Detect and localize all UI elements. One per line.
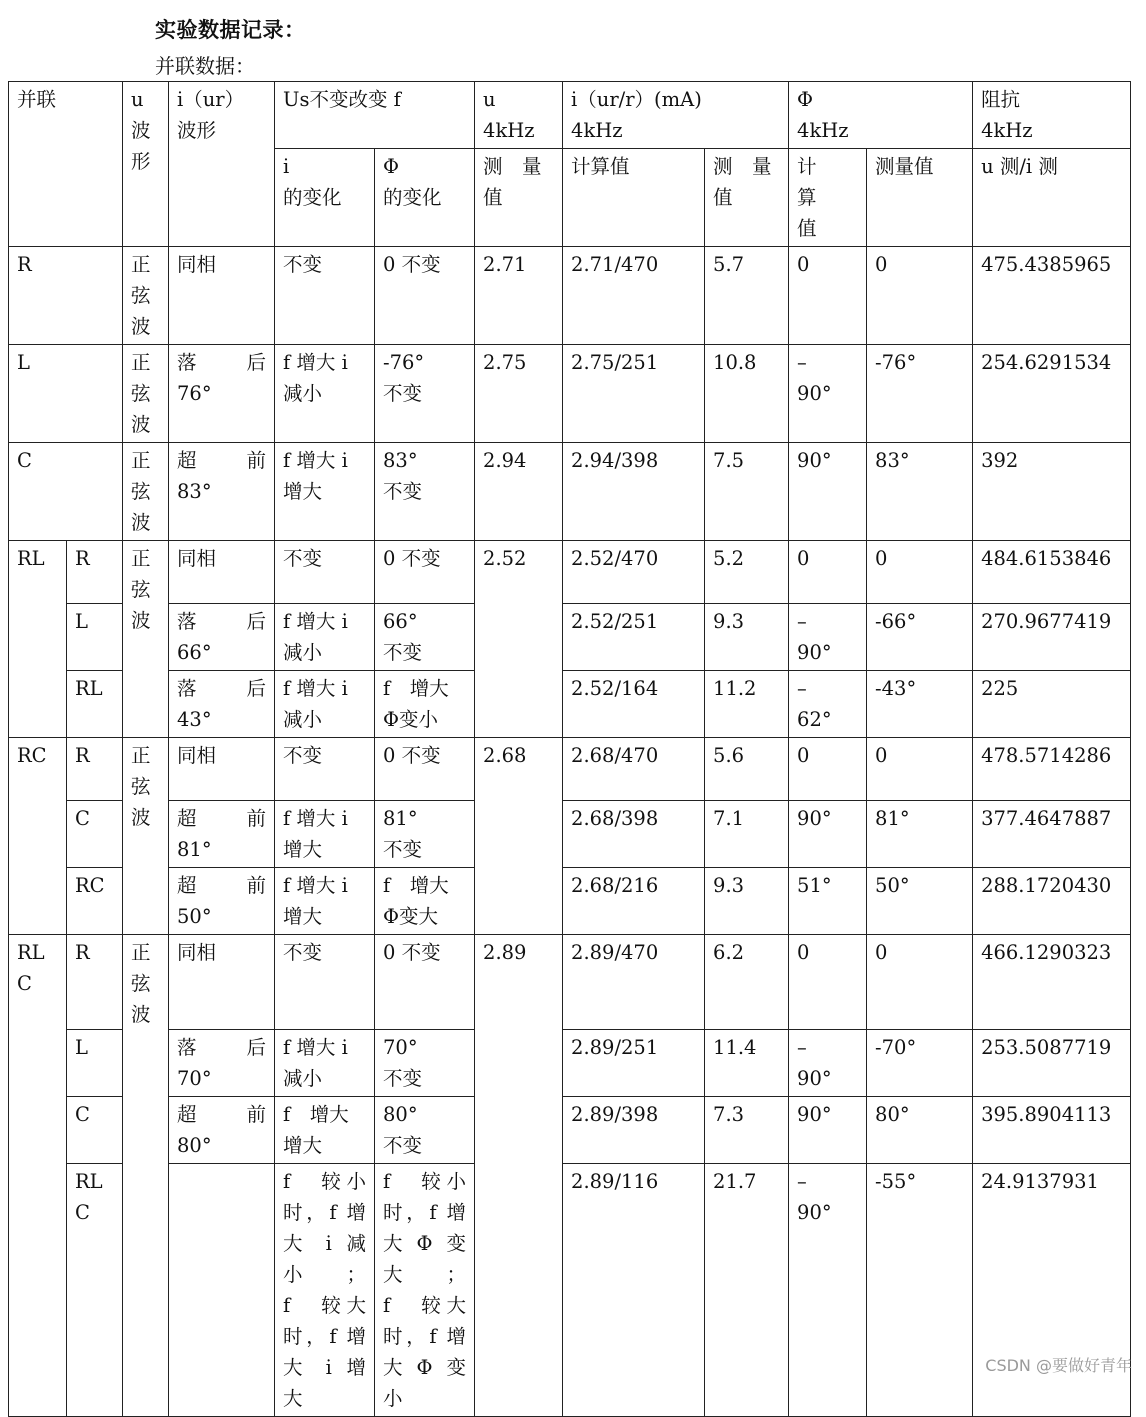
cell-phi-calc: 0 xyxy=(789,541,867,604)
cell-i-calc: 2.52/470 xyxy=(563,541,705,604)
cell-impedance: 466.1290323 xyxy=(973,935,1131,1030)
cell-i-wave: 落 后 76° xyxy=(169,345,275,443)
sub-label: RL xyxy=(67,671,123,738)
cell-i-wave: 同相 xyxy=(169,247,275,345)
section-subheading: 并联数据： xyxy=(155,54,255,78)
cell-phi-change: f 增大 Φ变大 xyxy=(375,868,475,935)
cell-i-wave: 落 后 66° xyxy=(169,604,275,671)
cell-i-change: f 增大 i 增大 xyxy=(275,443,375,541)
row-label: L xyxy=(9,345,123,443)
cell-impedance: 225 xyxy=(973,671,1131,738)
sub-label: R xyxy=(67,935,123,1030)
header-i-measured: 测 量 值 xyxy=(705,149,789,247)
cell-i-wave: 落 后 70° xyxy=(169,1030,275,1097)
parallel-data-table xyxy=(8,81,1131,1417)
cell-i-calc: 2.89/470 xyxy=(563,935,705,1030)
cell-i-meas: 7.5 xyxy=(705,443,789,541)
cell-phi-calc: 90° xyxy=(789,443,867,541)
cell-i-change: 不变 xyxy=(275,247,375,345)
table-row xyxy=(9,1164,1131,1417)
cell-impedance: 288.1720430 xyxy=(973,868,1131,935)
table-row xyxy=(9,935,1131,1030)
cell-phi-meas: -55° xyxy=(867,1164,973,1417)
cell-phi-calc: 90° xyxy=(789,1097,867,1164)
header-i-waveform: i（ur） 波形 xyxy=(169,82,275,247)
cell-i-calc: 2.89/398 xyxy=(563,1097,705,1164)
cell-wave: 正 弦 波 xyxy=(123,541,169,738)
cell-i-change: 不变 xyxy=(275,541,375,604)
cell-phi-meas: 81° xyxy=(867,801,973,868)
cell-phi-calc: 0 xyxy=(789,247,867,345)
cell-phi-meas: -70° xyxy=(867,1030,973,1097)
cell-u: 2.75 xyxy=(475,345,563,443)
header-waveform: u 波 形 xyxy=(123,82,169,247)
cell-phi-calc: – 90° xyxy=(789,1164,867,1417)
cell-phi-change: 81° 不变 xyxy=(375,801,475,868)
table-row xyxy=(9,604,1131,671)
cell-i-change: f 增大 i 减小 xyxy=(275,604,375,671)
cell-wave: 正 弦 波 xyxy=(123,247,169,345)
cell-wave: 正 弦 波 xyxy=(123,935,169,1417)
group-label-rlc: RLC xyxy=(9,935,67,1417)
cell-i-change: 不变 xyxy=(275,935,375,1030)
cell-impedance: 484.6153846 xyxy=(973,541,1131,604)
cell-i-wave: 超 前 50° xyxy=(169,868,275,935)
table-row xyxy=(9,671,1131,738)
cell-phi-meas: 83° xyxy=(867,443,973,541)
cell-i-meas: 11.2 xyxy=(705,671,789,738)
table-row xyxy=(9,345,1131,443)
cell-phi-meas: -66° xyxy=(867,604,973,671)
cell-i-wave: 超 前 80° xyxy=(169,1097,275,1164)
group-label-rl: RL xyxy=(9,541,67,738)
cell-phi-calc: – 90° xyxy=(789,1030,867,1097)
header-i-calculated: 计算值 xyxy=(563,149,705,247)
cell-i-wave: 超 前 81° xyxy=(169,801,275,868)
cell-i-change: f 增大 i 减小 xyxy=(275,345,375,443)
table-row xyxy=(9,443,1131,541)
sub-label: C xyxy=(67,801,123,868)
cell-phi-change: 0 不变 xyxy=(375,935,475,1030)
cell-phi-meas: 0 xyxy=(867,935,973,1030)
cell-phi-change: 80° 不变 xyxy=(375,1097,475,1164)
sub-label: R xyxy=(67,738,123,801)
table-row xyxy=(9,1030,1131,1097)
sub-label: C xyxy=(67,1097,123,1164)
cell-phi-calc: 0 xyxy=(789,935,867,1030)
section-heading: 实验数据记录： xyxy=(155,18,306,42)
row-label: C xyxy=(9,443,123,541)
cell-phi-change: 0 不变 xyxy=(375,541,475,604)
cell-impedance: 392 xyxy=(973,443,1131,541)
cell-impedance: 270.9677419 xyxy=(973,604,1131,671)
table-row xyxy=(9,1097,1131,1164)
cell-i-meas: 10.8 xyxy=(705,345,789,443)
header-impedance-formula: u 测/i 测 xyxy=(973,149,1131,247)
cell-phi-change: f 增大 Φ变小 xyxy=(375,671,475,738)
cell-i-calc: 2.71/470 xyxy=(563,247,705,345)
table-row xyxy=(9,247,1131,345)
cell-phi-meas: 0 xyxy=(867,247,973,345)
cell-i-meas: 9.3 xyxy=(705,868,789,935)
cell-i-change: 不变 xyxy=(275,738,375,801)
cell-i-calc: 2.94/398 xyxy=(563,443,705,541)
cell-u: 2.94 xyxy=(475,443,563,541)
cell-i-meas: 5.6 xyxy=(705,738,789,801)
cell-phi-change: 83° 不变 xyxy=(375,443,475,541)
cell-phi-meas: 0 xyxy=(867,541,973,604)
cell-i-wave: 同相 xyxy=(169,541,275,604)
cell-u: 2.68 xyxy=(475,738,563,935)
cell-phi-change: -76° 不变 xyxy=(375,345,475,443)
cell-i-wave: 同相 xyxy=(169,738,275,801)
header-phi-measured: 测量值 xyxy=(867,149,973,247)
cell-phi-calc: 0 xyxy=(789,738,867,801)
cell-phi-calc: 90° xyxy=(789,801,867,868)
cell-i-wave: 同相 xyxy=(169,935,275,1030)
cell-phi-change: 66° 不变 xyxy=(375,604,475,671)
header-phi-change: Φ 的变化 xyxy=(375,149,475,247)
cell-u: 2.89 xyxy=(475,935,563,1417)
cell-i-meas: 6.2 xyxy=(705,935,789,1030)
cell-i-calc: 2.68/216 xyxy=(563,868,705,935)
header-phi-calculated: 计 算 值 xyxy=(789,149,867,247)
header-impedance-4khz: 阻抗 4kHz xyxy=(973,82,1131,149)
watermark: CSDN @要做好青年 xyxy=(985,1356,1132,1375)
header-us-constant: Us不变改变 f xyxy=(275,82,475,149)
cell-i-change: f 较小 时，f 增 大 i 减 小； f 较大 时，f 增 大 i 增 大 xyxy=(275,1164,375,1417)
cell-u: 2.71 xyxy=(475,247,563,345)
cell-i-calc: 2.89/116 xyxy=(563,1164,705,1417)
sub-label: L xyxy=(67,1030,123,1097)
cell-i-meas: 9.3 xyxy=(705,604,789,671)
sub-label: RC xyxy=(67,868,123,935)
cell-i-meas: 5.7 xyxy=(705,247,789,345)
header-circuit: 并联 xyxy=(9,82,123,247)
header-i-change: i 的变化 xyxy=(275,149,375,247)
cell-wave: 正 弦 波 xyxy=(123,738,169,935)
cell-impedance: 475.4385965 xyxy=(973,247,1131,345)
cell-i-calc: 2.52/164 xyxy=(563,671,705,738)
header-u-measured: 测 量 值 xyxy=(475,149,563,247)
header-u-4khz: u 4kHz xyxy=(475,82,563,149)
cell-i-wave: 落 后 43° xyxy=(169,671,275,738)
cell-impedance: 395.8904113 xyxy=(973,1097,1131,1164)
cell-wave: 正 弦 波 xyxy=(123,345,169,443)
cell-i-meas: 7.1 xyxy=(705,801,789,868)
table-row xyxy=(9,801,1131,868)
cell-i-calc: 2.89/251 xyxy=(563,1030,705,1097)
cell-i-change: f 增大 i 减小 xyxy=(275,1030,375,1097)
cell-i-change: f 增大 i 减小 xyxy=(275,671,375,738)
cell-phi-calc: – 90° xyxy=(789,345,867,443)
sub-label: RLC xyxy=(67,1164,123,1417)
cell-i-calc: 2.68/470 xyxy=(563,738,705,801)
cell-impedance: 24.9137931 xyxy=(973,1164,1131,1417)
cell-impedance: 377.4647887 xyxy=(973,801,1131,868)
cell-phi-change: 70° 不变 xyxy=(375,1030,475,1097)
row-label: R xyxy=(9,247,123,345)
cell-phi-meas: 80° xyxy=(867,1097,973,1164)
cell-phi-change: 0 不变 xyxy=(375,738,475,801)
cell-i-change: f 增大 i 增大 xyxy=(275,868,375,935)
cell-i-meas: 21.7 xyxy=(705,1164,789,1417)
sub-label: L xyxy=(67,604,123,671)
cell-phi-meas: -76° xyxy=(867,345,973,443)
cell-i-change: f 增大 增大 xyxy=(275,1097,375,1164)
table-row xyxy=(9,738,1131,801)
table-row xyxy=(9,868,1131,935)
cell-phi-meas: 0 xyxy=(867,738,973,801)
cell-i-meas: 11.4 xyxy=(705,1030,789,1097)
cell-wave: 正 弦 波 xyxy=(123,443,169,541)
cell-i-wave: 超 前 83° xyxy=(169,443,275,541)
table-row xyxy=(9,541,1131,604)
cell-phi-calc: – 90° xyxy=(789,604,867,671)
group-label-rc: RC xyxy=(9,738,67,935)
cell-i-meas: 5.2 xyxy=(705,541,789,604)
cell-phi-calc: 51° xyxy=(789,868,867,935)
cell-impedance: 478.5714286 xyxy=(973,738,1131,801)
cell-i-change: f 增大 i 增大 xyxy=(275,801,375,868)
cell-i-calc: 2.75/251 xyxy=(563,345,705,443)
cell-phi-change: 0 不变 xyxy=(375,247,475,345)
header-i-4khz: i（ur/r）(mA) 4kHz xyxy=(563,82,789,149)
cell-phi-meas: -43° xyxy=(867,671,973,738)
sub-label: R xyxy=(67,541,123,604)
cell-i-calc: 2.68/398 xyxy=(563,801,705,868)
cell-phi-change: f 较小 时，f 增 大Φ变 大； f 较大 时，f 增 大Φ变 小 xyxy=(375,1164,475,1417)
header-phi-4khz: Φ 4kHz xyxy=(789,82,973,149)
cell-i-meas: 7.3 xyxy=(705,1097,789,1164)
cell-impedance: 254.6291534 xyxy=(973,345,1131,443)
cell-i-wave xyxy=(169,1164,275,1417)
cell-impedance: 253.5087719 xyxy=(973,1030,1131,1097)
cell-phi-calc: – 62° xyxy=(789,671,867,738)
cell-u: 2.52 xyxy=(475,541,563,738)
cell-i-calc: 2.52/251 xyxy=(563,604,705,671)
cell-phi-meas: 50° xyxy=(867,868,973,935)
